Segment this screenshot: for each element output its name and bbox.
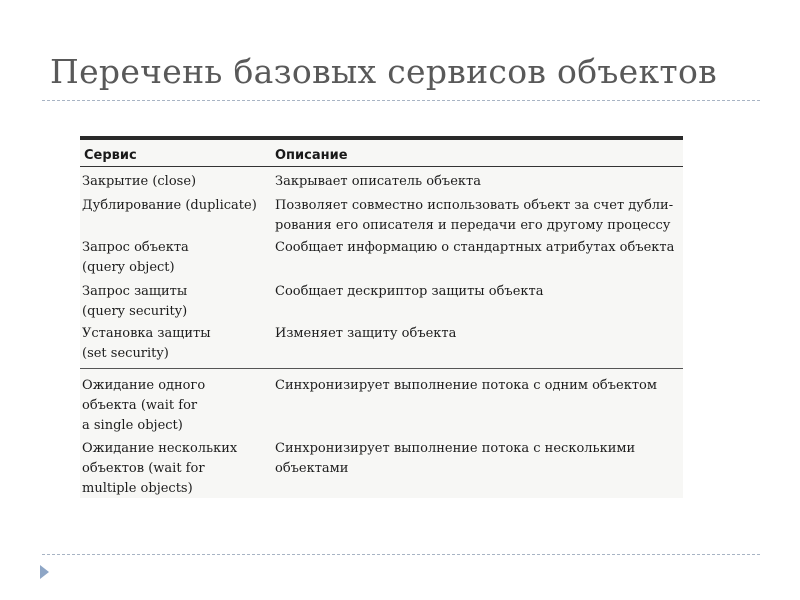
row-description: Синхронизирует выполнение потока с одним объектом — [275, 378, 657, 393]
header-service: Сервис — [84, 148, 137, 163]
row-description: Изменяет защиту объекта — [275, 326, 457, 341]
footer-divider — [42, 554, 760, 555]
row-service: Ожидание одного объекта (wait for a single object) — [82, 378, 206, 433]
row-service: Запрос защиты (query security) — [82, 284, 188, 319]
row-description: Синхронизирует выполнение потока с несколькими объектами — [275, 441, 636, 476]
header-description: Описание — [275, 148, 348, 163]
row-service: Закрытие (close) — [82, 174, 197, 189]
section-rule — [80, 368, 683, 369]
row-description: Сообщает дескриптор защиты объекта — [275, 284, 544, 299]
row-description: Сообщает информацию о стандартных атрибутах объекта — [275, 240, 675, 255]
slide-title: Перечень базовых сервисов объектов — [50, 52, 718, 91]
next-slide-arrow-icon[interactable] — [40, 565, 49, 579]
header-rule — [80, 166, 683, 167]
row-description: Позволяет совместно использовать объект за счет дубли- рования его описателя и передачи его другому процессу — [275, 198, 674, 233]
title-divider — [42, 100, 760, 101]
services-table — [80, 136, 683, 498]
row-service: Установка защиты (set security) — [82, 326, 211, 361]
table-top-rule — [80, 136, 683, 140]
row-service: Запрос объекта (query object) — [82, 240, 189, 275]
row-service: Ожидание нескольких объектов (wait for multiple objects) — [82, 441, 238, 496]
row-service: Дублирование (duplicate) — [82, 198, 257, 213]
row-description: Закрывает описатель объекта — [275, 174, 481, 189]
